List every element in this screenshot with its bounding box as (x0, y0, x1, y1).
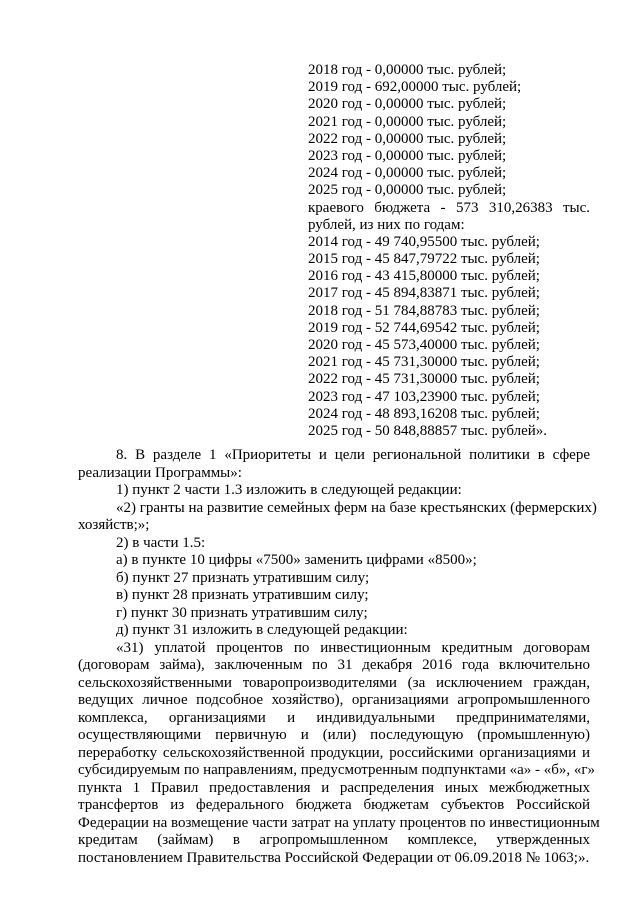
document-body (78, 447, 600, 867)
item-2c: в) пункт 28 признать утратившим силу; (116, 587, 369, 603)
quote-31-last-line: постановлением Правительства Российской Федерации от 06.09.2018 № 1063;». (78, 849, 590, 866)
quote-31-line: ведущих личное подсобное хозяйство), организациями агропромышленного (78, 692, 590, 708)
section-8-heading-cont: реализации Программы»: (78, 464, 242, 481)
regional-funding-line: 2016 год - 43 415,80000 тыс. рублей; (308, 268, 540, 285)
funding-line: 2022 год - 0,00000 тыс. рублей; (308, 130, 507, 147)
quote-31-line: переработку сельскохозяйственной продукции, российскими организациями и (78, 744, 590, 761)
quote-31-line: «31) уплатой процентов по инвестиционным кредитным договорам (116, 639, 590, 656)
funding-line: 2019 год - 692,00000 тыс. рублей; (308, 79, 522, 96)
regional-funding-line: 2015 год - 45 847,79722 тыс. рублей; (308, 251, 540, 268)
funding-line: 2018 год - 0,00000 тыс. рублей; (308, 62, 507, 78)
funding-line: 2023 год - 0,00000 тыс. рублей; (308, 147, 507, 164)
section-8-heading: 8. В разделе 1 «Приоритеты и цели региональной политики в сфере (116, 447, 590, 463)
regional-funding-line: 2022 год - 45 731,30000 тыс. рублей; (308, 371, 540, 388)
item-2b: б) пункт 27 признать утратившим силу; (116, 569, 370, 586)
quote-31-line: трансфертов из федерального бюджета бюджетам субъектов Российской (78, 797, 590, 813)
regional-funding-line: 2025 год - 50 848,88857 тыс. рублей». (308, 422, 548, 439)
item-1: 1) пункт 2 части 1.3 изложить в следующей редакции: (116, 482, 462, 498)
regional-funding-line: 2018 год - 51 784,88783 тыс. рублей; (308, 302, 540, 319)
quote-31-line: осуществляющими первичную и (или) последующую (промышленную) (78, 727, 590, 743)
item-1-quote: «2) гранты на развитие семейных ферм на базе крестьянских (фермерских) (116, 499, 597, 516)
regional-funding-line: 2024 год - 48 893,16208 тыс. рублей; (308, 405, 540, 422)
quote-31-line: сельскохозяйственными товаропроизводителями (за исключением граждан, (78, 674, 590, 691)
item-2d: г) пункт 30 признать утратившим силу; (116, 604, 368, 621)
quote-31-line: Федерации на возмещение части затрат на уплату процентов по инвестиционным (78, 814, 600, 831)
regional-funding-line: 2020 год - 45 573,40000 тыс. рублей; (308, 337, 540, 353)
funding-column (308, 62, 590, 440)
quote-31-line: кредитам (займам) в агропромышленном комплексе, утвержденных (78, 832, 590, 848)
quote-31-line: комплекса, организациями и индивидуальными предпринимателями, (78, 709, 590, 726)
regional-funding-line: 2021 год - 45 731,30000 тыс. рублей; (308, 354, 540, 371)
funding-line: 2020 год - 0,00000 тыс. рублей; (308, 96, 507, 113)
quote-31-line: пункта 1 Правил предоставления и распределения иных межбюджетных (78, 779, 590, 796)
regional-budget-heading: краевого бюджета - 573 310,26383 тыс. (308, 199, 590, 216)
regional-funding-line: 2014 год - 49 740,95500 тыс. рублей; (308, 233, 540, 250)
quote-31-line: субсидируемым по направлениям, предусмотренным подпунктами «а» - «б», «г» (78, 762, 596, 778)
regional-funding-line: 2023 год - 47 103,23900 тыс. рублей; (308, 388, 540, 405)
regional-budget-subheading: рублей, из них по годам: (308, 216, 465, 233)
regional-funding-line: 2019 год - 52 744,69542 тыс. рублей; (308, 319, 540, 336)
item-1-quote-cont: хозяйств;»; (78, 517, 150, 533)
funding-line: 2021 год - 0,00000 тыс. рублей; (308, 113, 507, 130)
item-2e: д) пункт 31 изложить в следующей редакции: (116, 622, 408, 638)
regional-funding-line: 2017 год - 45 894,83871 тыс. рублей; (308, 285, 540, 302)
funding-line: 2024 год - 0,00000 тыс. рублей; (308, 165, 507, 182)
item-2: 2) в части 1.5: (116, 534, 206, 551)
item-2a: а) в пункте 10 цифры «7500» заменить цифрами «8500»; (116, 552, 477, 568)
quote-31-line: (договорам займа), заключенным по 31 декабря 2016 года включительно (78, 657, 590, 673)
funding-line: 2025 год - 0,00000 тыс. рублей; (308, 182, 507, 199)
